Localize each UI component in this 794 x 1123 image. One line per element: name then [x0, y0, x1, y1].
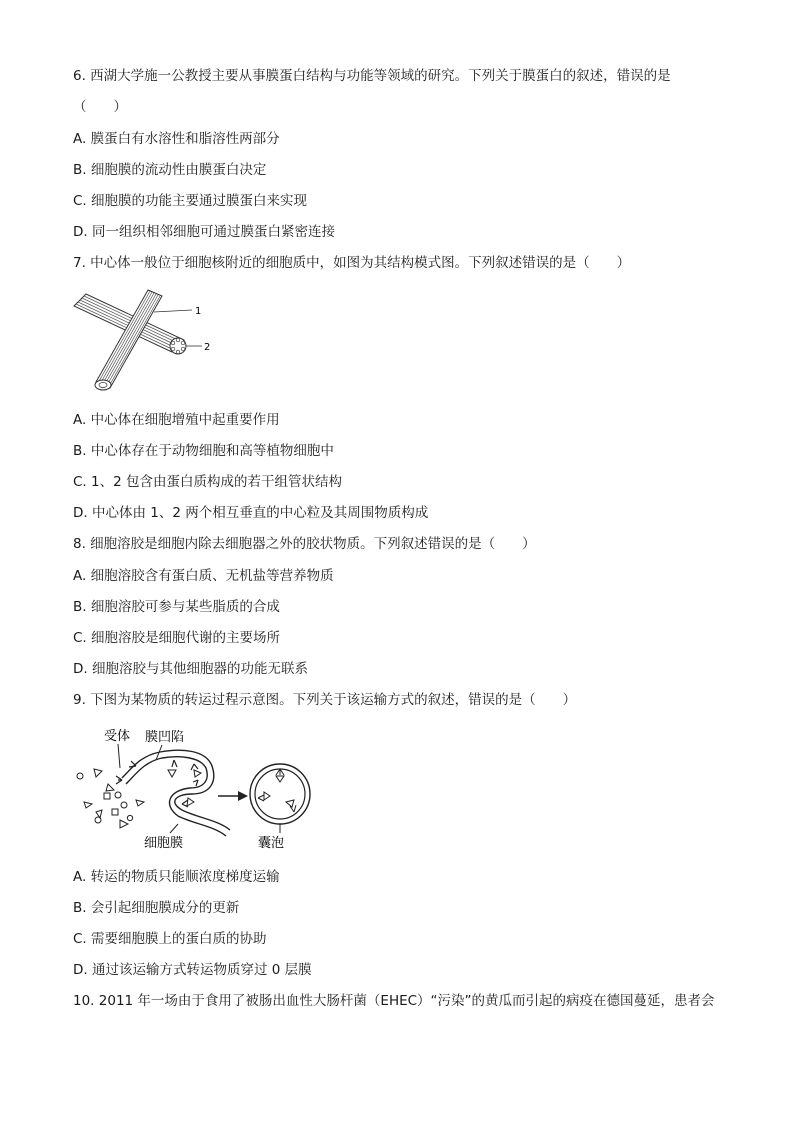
endocytosis-figure [70, 720, 330, 855]
q6-stem: 6. 西湖大学施一公教授主要从事膜蛋白结构与功能等领域的研究。下列关于膜蛋白的叙述，错误的是 [73, 68, 671, 84]
centrosome-figure [66, 284, 226, 396]
q6-answer-paren: （ ） [73, 99, 127, 115]
receptor-label: 受体 [104, 729, 131, 744]
q7-option-c: C. 1、2 包含由蛋白质构成的若干组管状结构 [73, 474, 342, 490]
receptors [116, 760, 198, 807]
free-substances [77, 769, 144, 828]
q7-option-d: D. 中心体由 1、2 两个相互垂直的中心粒及其周围物质构成 [73, 505, 429, 521]
q6-option-a: A. 膜蛋白有水溶性和脂溶性两部分 [73, 131, 280, 147]
q9-option-c: C. 需要细胞膜上的蛋白质的协助 [73, 931, 267, 947]
cell-membrane [122, 750, 230, 836]
q6-option-b: B. 细胞膜的流动性由膜蛋白决定 [73, 162, 267, 178]
vesicle-label: 囊泡 [258, 836, 285, 851]
vesicle [250, 764, 310, 824]
q8-option-c: C. 细胞溶胶是细胞代谢的主要场所 [73, 630, 281, 646]
q8-option-b: B. 细胞溶胶可参与某些脂质的合成 [73, 599, 280, 615]
q6-option-c: C. 细胞膜的功能主要通过膜蛋白来实现 [73, 193, 308, 209]
q7-option-a: A. 中心体在细胞增殖中起重要作用 [73, 412, 280, 428]
q10-stem: 10. 2011 年一场由于食用了被肠出血性大肠杆菌（EHEC）“污染”的黄瓜而引起的病疫在德国蔓延，患者会 [73, 993, 715, 1009]
transport-arrow [218, 791, 248, 801]
q9-option-a: A. 转运的物质只能顺浓度梯度运输 [73, 869, 280, 885]
q7-option-b: B. 中心体存在于动物细胞和高等植物细胞中 [73, 443, 334, 459]
pit-label: 膜凹陷 [145, 730, 185, 745]
q9-option-d: D. 通过该运输方式转运物质穿过 0 层膜 [73, 962, 312, 978]
q9-stem: 9. 下图为某物质的转运过程示意图。下列关于该运输方式的叙述，错误的是（ ） [73, 692, 577, 708]
centriole-label-1: 1 [195, 306, 202, 317]
q8-stem: 8. 细胞溶胶是细胞内除去细胞器之外的胶状物质。下列叙述错误的是（ ） [73, 536, 536, 552]
q8-option-d: D. 细胞溶胶与其他细胞器的功能无联系 [73, 661, 308, 677]
centriole-label-2: 2 [204, 342, 211, 353]
q8-option-a: A. 细胞溶胶含有蛋白质、无机盐等营养物质 [73, 568, 334, 584]
membrane-label: 细胞膜 [144, 836, 184, 851]
q9-option-b: B. 会引起细胞膜成分的更新 [73, 900, 240, 916]
q7-stem: 7. 中心体一般位于细胞核附近的细胞质中，如图为其结构模式图。下列叙述错误的是（ ） [73, 255, 631, 271]
q6-option-d: D. 同一组织相邻细胞可通过膜蛋白紧密连接 [73, 224, 335, 240]
